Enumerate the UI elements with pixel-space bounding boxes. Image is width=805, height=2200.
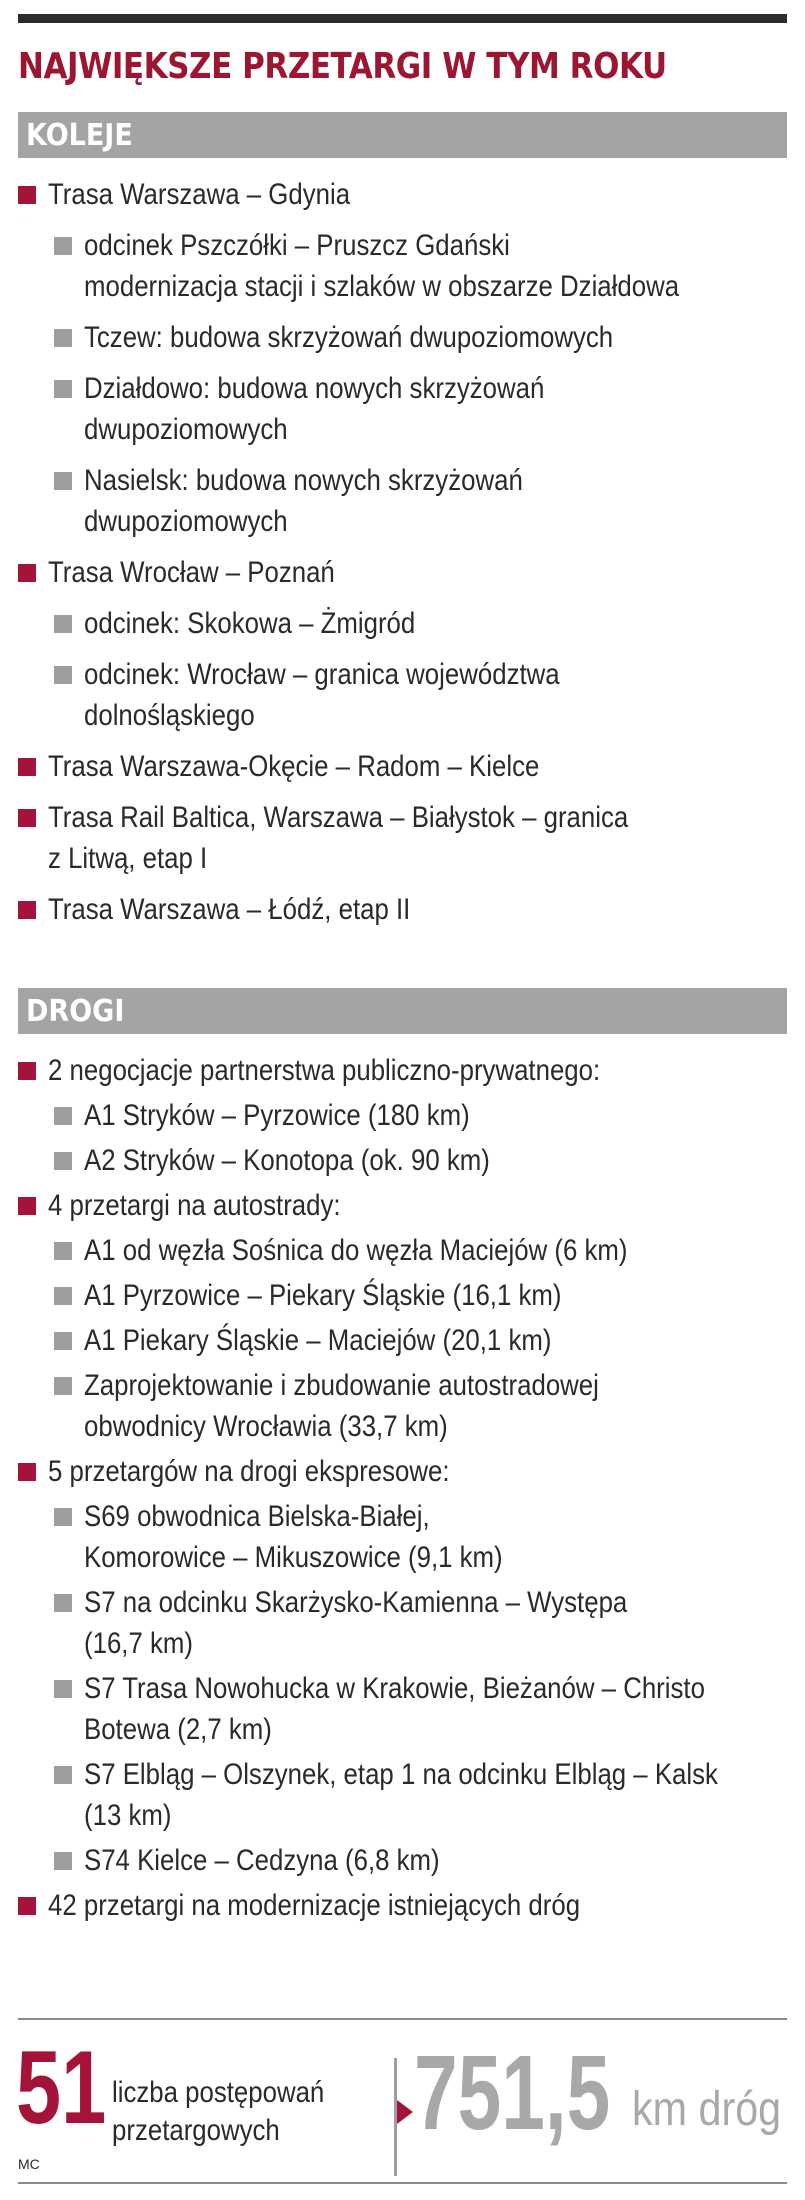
square-sub-bullet-icon [54, 1332, 72, 1350]
square-bullet-icon [18, 1897, 36, 1915]
list-item-text: A2 Stryków – Konotopa (ok. 90 km) [84, 1144, 490, 1177]
square-bullet-icon [18, 1062, 36, 1080]
stats-divider-top [18, 2018, 787, 2020]
list-item-text: S69 obwodnica Bielska-Białej, [84, 1500, 430, 1533]
list-item-text: S7 Elbląg – Olszynek, etap 1 na odcinku Elbląg – Kalsk [84, 1758, 718, 1791]
list-item [0, 1885, 805, 1926]
list-item-text: dolnośląskiego [84, 699, 255, 732]
section-header-roads [18, 988, 787, 1034]
square-sub-bullet-icon [54, 380, 72, 398]
list-item [0, 552, 805, 593]
stats-divider-bottom [18, 2182, 787, 2184]
rail-list [0, 174, 805, 940]
list-item-text: Trasa Rail Baltica, Warszawa – Białystok – granica [48, 801, 629, 834]
list-item-text: A1 Pyrzowice – Piekary Śląskie (16,1 km) [84, 1279, 562, 1312]
section-header-rail [18, 112, 787, 158]
list-item-text: odcinek Pszczółki – Pruszcz Gdański [84, 229, 510, 262]
square-sub-bullet-icon [54, 1594, 72, 1612]
square-sub-bullet-icon [54, 1242, 72, 1260]
tender-count-value: 51 [16, 2030, 107, 2146]
list-item [0, 1185, 805, 1226]
list-item-text: (13 km) [84, 1799, 172, 1832]
sub-list-item [0, 225, 805, 307]
sub-list-item [0, 317, 805, 358]
sub-list-item [0, 1230, 805, 1271]
square-bullet-icon [18, 186, 36, 204]
list-item-text: z Litwą, etap I [48, 842, 208, 875]
square-bullet-icon [18, 758, 36, 776]
square-sub-bullet-icon [54, 1766, 72, 1784]
list-item-text: odcinek: Skokowa – Żmigród [84, 607, 416, 640]
list-item-text: 42 przetargi na modernizacje istniejących dróg [48, 1889, 581, 1922]
tender-count-label-line2: przetargowych [112, 2114, 280, 2147]
tender-count-label [112, 2074, 324, 2150]
square-sub-bullet-icon [54, 1852, 72, 1870]
square-sub-bullet-icon [54, 666, 72, 684]
roads-list [0, 1050, 805, 1930]
sub-list-item [0, 1275, 805, 1316]
square-sub-bullet-icon [54, 1377, 72, 1395]
sub-list-item [0, 1840, 805, 1881]
list-item [0, 797, 805, 879]
list-item-text: A1 Stryków – Pyrzowice (180 km) [84, 1099, 470, 1132]
sub-list-item [0, 368, 805, 450]
page-title: NAJWIĘKSZE PRZETARGI W TYM ROKU [18, 46, 667, 87]
list-item-text: Trasa Warszawa – Gdynia [48, 178, 351, 211]
list-item-text: 2 negocjacje partnerstwa publiczno-prywatnego: [48, 1054, 601, 1087]
square-sub-bullet-icon [54, 1107, 72, 1125]
road-km-value: 751,5 [414, 2034, 611, 2152]
square-sub-bullet-icon [54, 1508, 72, 1526]
list-item [0, 1451, 805, 1492]
list-item-text: A1 od węzła Sośnica do węzła Maciejów (6 km) [84, 1234, 628, 1267]
square-bullet-icon [18, 1197, 36, 1215]
section-heading-rail: KOLEJE [26, 118, 133, 153]
list-item [0, 1050, 805, 1091]
list-item-text: Działdowo: budowa nowych skrzyżowań [84, 372, 545, 405]
square-sub-bullet-icon [54, 329, 72, 347]
list-item-text: Tczew: budowa skrzyżowań dwupoziomowych [84, 321, 614, 354]
square-sub-bullet-icon [54, 615, 72, 633]
tender-count-label-line1: liczba postępowań [112, 2076, 325, 2109]
sub-list-item [0, 1140, 805, 1181]
credit-initials: MC [18, 2156, 40, 2172]
square-bullet-icon [18, 809, 36, 827]
list-item-text: S74 Kielce – Cedzyna (6,8 km) [84, 1844, 440, 1877]
list-item [0, 174, 805, 215]
list-item-text: odcinek: Wrocław – granica województwa [84, 658, 560, 691]
sub-list-item [0, 1496, 805, 1578]
sub-list-item [0, 1365, 805, 1447]
list-item-text: Trasa Warszawa-Okęcie – Radom – Kielce [48, 750, 540, 783]
list-item-text: Trasa Warszawa – Łódź, etap II [48, 893, 411, 926]
sub-list-item [0, 1582, 805, 1664]
list-item-text: S7 na odcinku Skarżysko-Kamienna – Występa [84, 1586, 628, 1619]
list-item-text: 5 przetargów na drogi ekspresowe: [48, 1455, 450, 1488]
section-heading-roads: DROGI [26, 994, 125, 1029]
list-item-text: A1 Piekary Śląskie – Maciejów (20,1 km) [84, 1324, 552, 1357]
sub-list-item [0, 1754, 805, 1836]
square-sub-bullet-icon [54, 1287, 72, 1305]
list-item-text: obwodnicy Wrocławia (33,7 km) [84, 1410, 448, 1443]
square-sub-bullet-icon [54, 1680, 72, 1698]
list-item-text: S7 Trasa Nowohucka w Krakowie, Bieżanów – Christo [84, 1672, 705, 1705]
list-item-text: Trasa Wrocław – Poznań [48, 556, 335, 589]
sub-list-item [0, 1320, 805, 1361]
sub-list-item [0, 460, 805, 542]
square-bullet-icon [18, 564, 36, 582]
square-sub-bullet-icon [54, 1152, 72, 1170]
sub-list-item [0, 1668, 805, 1750]
list-item [0, 889, 805, 930]
square-sub-bullet-icon [54, 472, 72, 490]
list-item-text: Komorowice – Mikuszowice (9,1 km) [84, 1541, 503, 1574]
list-item-text: (16,7 km) [84, 1627, 193, 1660]
sub-list-item [0, 654, 805, 736]
sub-list-item [0, 1095, 805, 1136]
list-item [0, 746, 805, 787]
list-item-text: Zaprojektowanie i zbudowanie autostradowej [84, 1369, 599, 1402]
road-km-unit: km dróg [632, 2083, 782, 2136]
arrow-right-icon [397, 2100, 413, 2124]
list-item-text: dwupoziomowych [84, 505, 288, 538]
list-item-text: 4 przetargi na autostrady: [48, 1189, 341, 1222]
square-sub-bullet-icon [54, 237, 72, 255]
square-bullet-icon [18, 901, 36, 919]
list-item-text: Nasielsk: budowa nowych skrzyżowań [84, 464, 523, 497]
list-item-text: Botewa (2,7 km) [84, 1713, 272, 1746]
list-item-text: modernizacja stacji i szlaków w obszarze Działdowa [84, 270, 680, 303]
square-bullet-icon [18, 1463, 36, 1481]
top-rule [18, 14, 787, 23]
sub-list-item [0, 603, 805, 644]
list-item-text: dwupoziomowych [84, 413, 288, 446]
